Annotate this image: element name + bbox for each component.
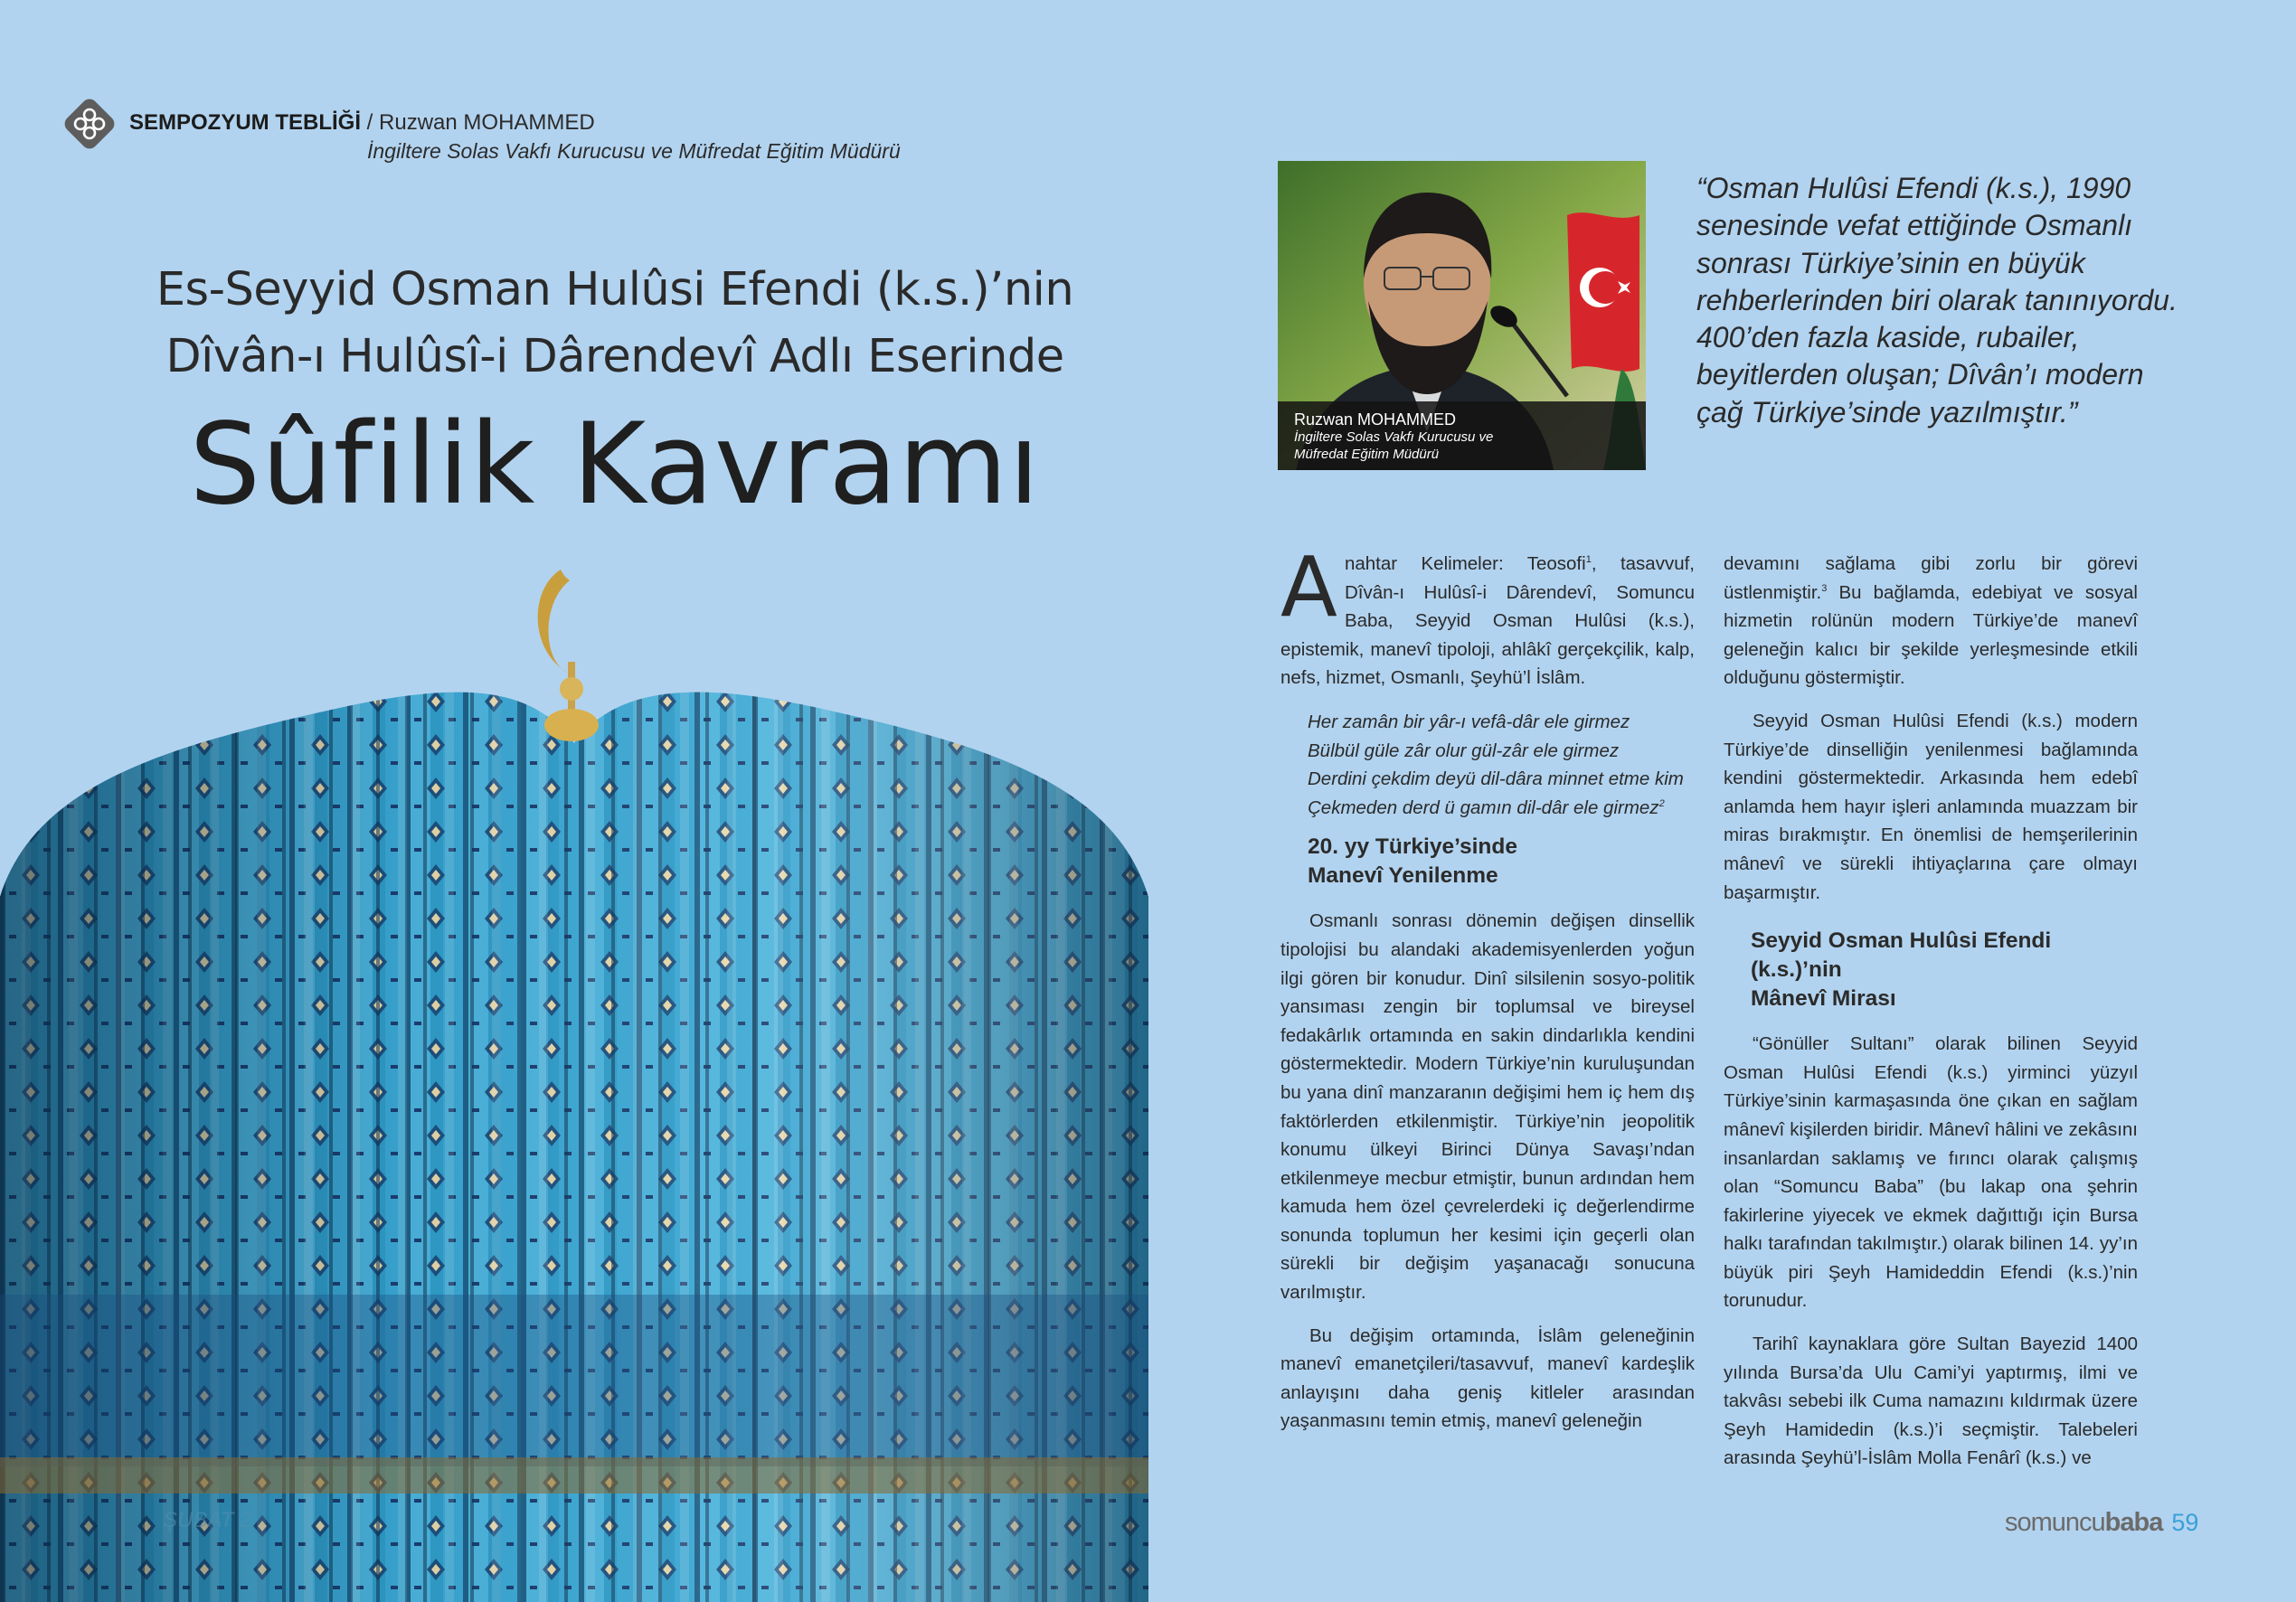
author-photo: [1278, 161, 1646, 470]
keywords-paragraph: [1280, 539, 1695, 693]
page-footer: [2005, 1508, 2198, 1538]
body-paragraph-3: [1724, 550, 2138, 693]
section-diamond-icon: [61, 96, 118, 152]
body-paragraph-4: Seyyid Osman Hulûsi Efendi (k.s.) modern Türkiye’de dinselliğin yenilenmesi bağlamında kendini göstermektedir. Arkasında hem edebî anlamda hem hayır işleri anlamında muazzam bir miras bırakmıştır. En önemlisi de hemşerilerinin mânevî ve sürekli ihtiyaçlarına çare olmayı başarmıştır.: [1724, 710, 2138, 903]
keywords-text-b: , tasavvuf, Dîvân-ı Hulûsî-i Dârendevî, Somuncu Baba, Seyyid Osman Hulûsi (k.s.), epistemik, manevî tipoloji, ahlâkî gerçekçilik, kalp, nefs, hizmet, Osmanlı, Şeyhü’l İslâm.: [1280, 553, 1695, 689]
main-title: Sûfilik Kavramı: [189, 400, 1041, 530]
author-name: Ruzwan MOHAMMED: [379, 110, 595, 135]
photo-caption: [1278, 401, 1646, 470]
text-column-right: [1724, 550, 2138, 1473]
magazine-name-a: somuncu: [2005, 1508, 2105, 1537]
title-line-1: Es-Seyyid Osman Hulûsi Efendi (k.s.)’nin: [156, 263, 1074, 316]
poem-line-4: [1308, 794, 1695, 823]
subheading-2: [1751, 927, 2138, 1013]
article-title: [136, 257, 1094, 533]
text-column-left: [1280, 539, 1695, 1436]
footnote-1: 1: [1585, 554, 1592, 566]
caption-name: Ruzwan MOHAMMED: [1294, 410, 1457, 429]
caption-role-line-2: Müfredat Eğitim Müdürü: [1294, 447, 1440, 462]
left-page-footer: ŞUBAT 2: [163, 1508, 252, 1532]
poem-line-1: Her zamân bir yâr-ı vefâ-dâr ele girmez: [1308, 711, 1630, 732]
caption-role-line-1: İngiltere Solas Vakfı Kurucusu ve: [1294, 429, 1494, 445]
section-label: SEMPOZYUM TEBLİĞİ: [129, 110, 362, 135]
body-paragraph-2: Bu değişim ortamında, İslâm geleneğinin manevî emanetçileri/tasavvuf, manevî kardeşlik anlayışını daha geniş kitleler arasından yaşanmasını temin etmiş, manevî geleneğin: [1280, 1324, 1695, 1432]
header-byline: [129, 110, 595, 136]
subheading-1-line-1: 20. yy Türkiye’sinde: [1308, 834, 1517, 860]
poem-line-2: Bülbül güle zâr olur gül-zâr ele girmez: [1308, 740, 1620, 761]
footnote-3: 3: [1821, 582, 1828, 594]
author-role: İngiltere Solas Vakfı Kurucusu ve Müfredat Eğitim Müdürü: [367, 139, 901, 163]
poem-line-4-text: Çekmeden derd ü gamın dil-dâr ele girmez: [1308, 796, 1659, 818]
drop-cap: A: [1280, 539, 1337, 636]
crescent-finial: [538, 570, 599, 741]
magazine-name-b: baba: [2104, 1508, 2163, 1537]
body-paragraph-6: Tarihî kaynaklara göre Sultan Bayezid 1400 yılında Bursa’da Ulu Cami’yi yaptırmış, ilmi ve takvâsı sebebi ilk Cuma namazını kıldırmak üzere Şeyh Hamidedin (k.s.)’i seçmiştir. Talebeleri arasında Şeyhü’l-İslâm Molla Fenârî (k.s.) ve: [1724, 1333, 2138, 1469]
page-number: 59: [2171, 1509, 2199, 1536]
subheading-1: [1308, 833, 1695, 891]
pull-quote: “Osman Hulûsi Efendi (k.s.), 1990 senesinde vefat ettiğinde Osmanlı sonrası Türkiye’sinin en büyük rehberlerinden biri olarak tanınıyordu. 400’den fazla kaside, rubailer, beyitlerden oluşan; Dîvân’ı modern çağ Türkiye’sinde yazılmıştır.”: [1696, 172, 2178, 429]
subheading-1-line-2: Manevî Yenilenme: [1308, 863, 1498, 889]
mosque-dome-image: [0, 553, 1148, 1602]
keywords-text-a: nahtar Kelimeler: Teosofi: [1344, 553, 1586, 574]
byline-separator: /: [361, 110, 380, 135]
footnote-2: 2: [1658, 797, 1665, 809]
title-line-2: Dîvân-ı Hulûsî-i Dârendevî Adlı Eserinde: [165, 330, 1064, 383]
subheading-2-line-2: Mânevî Mirası: [1751, 986, 1896, 1012]
body-paragraph-1: Osmanlı sonrası dönemin değişen dinsellik tipolojisi bu alandaki akademisyenlerden yoğun ilgi gören bir konudur. Dinî silsilenin sosyo-politik yansıması zengin bir toplumsal ve bireysel fedakârlık ortamında en sakin dindarlıkla kendini göstermektedir. Modern Türkiye’nin kuruluşundan bu yana dinî manzaranın değişimi hem iç hem dış faktörlerden etkilenmiştir. Türkiye’nin jeopolitik konumu ülkeyi Birinci Dünya Savaşı’ndan etkilenmeye mecbur etmiştir, bunun ardından hem kamuda hem özel çevrelerdeki iç değerlendirme sonunda toplumun her kesimi için geçerli olan sürekli bir değişim yaşanacağı sonucuna varılmıştır.: [1280, 910, 1695, 1304]
body-paragraph-3-a: devamını sağlama gibi zorlu bir görevi üstlenmiştir.: [1724, 553, 2138, 603]
subheading-2-line-1: Seyyid Osman Hulûsi Efendi (k.s.)’nin: [1751, 928, 2052, 983]
poem-block: [1308, 708, 1695, 822]
body-paragraph-3-b: Bu bağlamda, edebiyat ve sosyal hizmetin rolünün modern Türkiye’de manevî geleneğin kalıcı bir şekilde yerleşmesinde etkili olduğunu göstermiştir.: [1724, 581, 2138, 689]
body-paragraph-5: “Gönüller Sultanı” olarak bilinen Seyyid Osman Hulûsi Efendi (k.s.) yirminci yüzyıl Türkiye’sinin karmaşasında öne çıkan en sağlam mânevî kişilerden biridir. Mânevî hâlini ve zekâsını insanlardan saklamış ve fırıncı olarak çalışmış olan “Somuncu Baba” (bu lakap ona şehrin fakirlerine yiyecek ve ekmek dağıttığı için Bursa halkı tarafından takılmıştır.) olarak bilinen 14. yy’ın büyük piri Şeyh Hamideddin Efendi (k.s.)’nin torunudur.: [1724, 1033, 2138, 1312]
poem-line-3: Derdini çekdim deyü dil-dâra minnet etme kim: [1308, 768, 1684, 790]
